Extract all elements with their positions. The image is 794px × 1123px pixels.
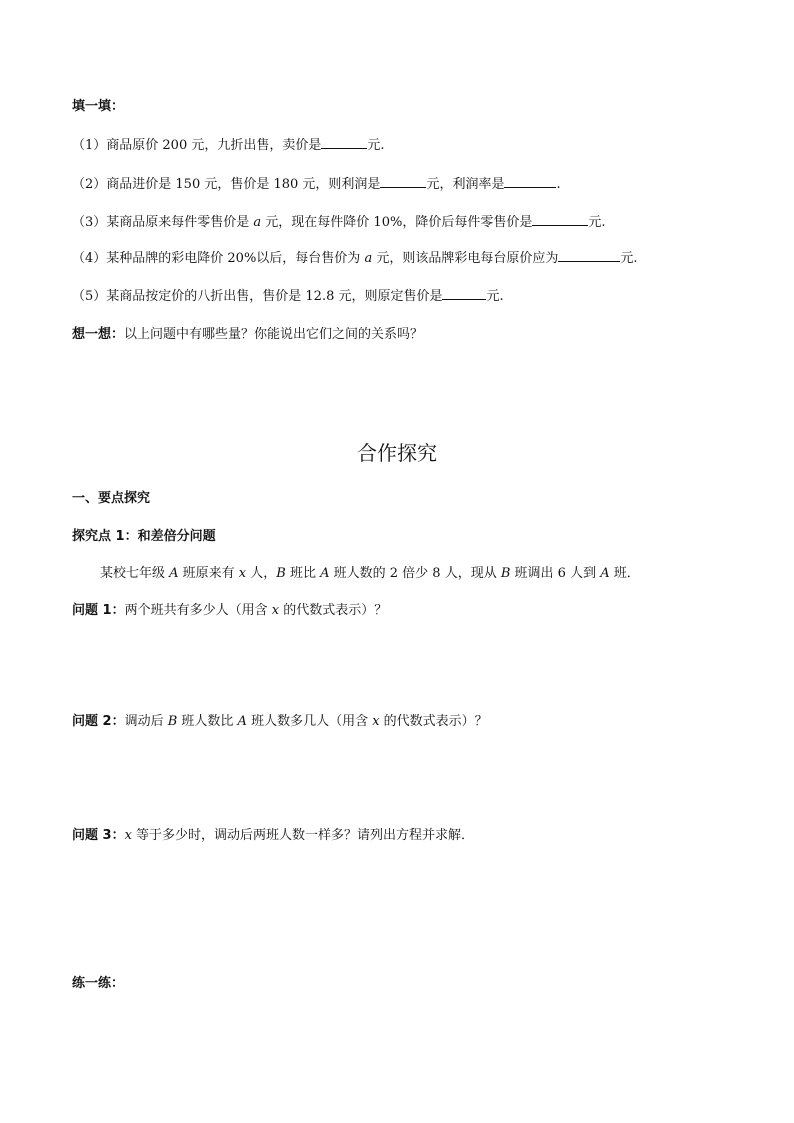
variable: x bbox=[372, 714, 380, 729]
text-segment: 调动后 bbox=[124, 714, 168, 729]
q5-unit: 元. bbox=[486, 289, 504, 304]
answer-blank[interactable] bbox=[504, 175, 556, 188]
part-heading: 一、要点探究 bbox=[72, 491, 151, 506]
fill-in-question-1 bbox=[72, 136, 385, 155]
variable: x bbox=[271, 603, 280, 618]
section-title: 合作探究 bbox=[357, 441, 437, 465]
think-label: 想一想： bbox=[72, 327, 125, 342]
q2-mid: 元，利润率是 bbox=[426, 177, 505, 192]
answer-blank[interactable] bbox=[558, 249, 620, 262]
text-segment: 班． bbox=[609, 566, 640, 581]
explore-point-heading: 探究点 1：和差倍分问题 bbox=[72, 529, 216, 544]
text-segment: 某校七年级 bbox=[100, 566, 170, 581]
text-segment: 班调出 6 人到 bbox=[510, 566, 601, 581]
text-segment: 的代数式表示）？ bbox=[379, 714, 488, 729]
variable-a: a bbox=[253, 215, 262, 230]
variable: A bbox=[600, 566, 610, 581]
question-label: 问题 3： bbox=[72, 828, 125, 843]
q2-text: （2）商品进价是 150 元，售价是 180 元，则利润是 bbox=[72, 177, 381, 192]
text-segment: 两个班共有多少人（用含 bbox=[124, 603, 272, 618]
text-segment: 班人数的 2 倍少 8 人，现从 bbox=[329, 566, 501, 581]
think-line bbox=[72, 326, 423, 344]
variable: B bbox=[167, 714, 178, 729]
answer-blank[interactable] bbox=[380, 175, 426, 188]
answer-blank[interactable] bbox=[321, 136, 367, 149]
q4-mid: 元，则该品牌彩电每台原价应为 bbox=[372, 251, 559, 266]
variable: A bbox=[169, 566, 179, 581]
variable: x bbox=[238, 566, 247, 581]
answer-blank[interactable] bbox=[442, 287, 486, 300]
q2-end: . bbox=[556, 177, 561, 192]
variable: A bbox=[237, 714, 247, 729]
variable: A bbox=[320, 566, 330, 581]
q5-text: （5）某商品按定价的八折出售，售价是 12.8 元，则原定售价是 bbox=[72, 289, 443, 304]
fill-in-heading: 填一填： bbox=[72, 99, 125, 114]
text-segment: 人， bbox=[246, 566, 277, 581]
text-segment: 等于多少时，调动后两班人数一样多？请列出方程并求解． bbox=[131, 828, 475, 843]
text-segment: 班原来有 bbox=[178, 566, 239, 581]
variable-a: a bbox=[364, 251, 373, 266]
q1-unit: 元. bbox=[367, 138, 385, 153]
variable: B bbox=[500, 566, 511, 581]
question-label: 问题 2： bbox=[72, 714, 125, 729]
q3-mid: 元，现在每件降价 10%，降价后每件零售价是 bbox=[261, 215, 533, 230]
fill-in-question-4 bbox=[72, 249, 637, 268]
fill-in-question-2 bbox=[72, 175, 561, 194]
q3-text: （3）某商品原来每件零售价是 bbox=[72, 215, 254, 230]
fill-in-question-3 bbox=[72, 213, 605, 232]
text-segment: 班人数多几人（用含 bbox=[246, 714, 373, 729]
q1-text: （1）商品原价 200 元，九折出售，卖价是 bbox=[72, 138, 322, 153]
text-segment: 班人数比 bbox=[177, 714, 238, 729]
text-segment: 的代数式表示）？ bbox=[279, 603, 388, 618]
text-segment: 班比 bbox=[285, 566, 321, 581]
problem-statement bbox=[100, 565, 640, 583]
think-text: 以上问题中有哪些量？你能说出它们之间的关系吗？ bbox=[124, 327, 424, 342]
variable: B bbox=[276, 566, 286, 581]
answer-blank[interactable] bbox=[532, 213, 588, 226]
q4-text: （4）某种品牌的彩电降价 20%以后，每台售价为 bbox=[72, 251, 365, 266]
q3-unit: 元. bbox=[588, 215, 606, 230]
question-1 bbox=[72, 602, 387, 620]
practice-heading: 练一练： bbox=[72, 976, 125, 991]
q4-unit: 元. bbox=[620, 251, 638, 266]
question-label: 问题 1： bbox=[72, 603, 125, 618]
fill-in-question-5 bbox=[72, 287, 504, 306]
question-2 bbox=[72, 713, 488, 731]
question-3 bbox=[72, 827, 474, 845]
variable: x bbox=[124, 828, 132, 843]
